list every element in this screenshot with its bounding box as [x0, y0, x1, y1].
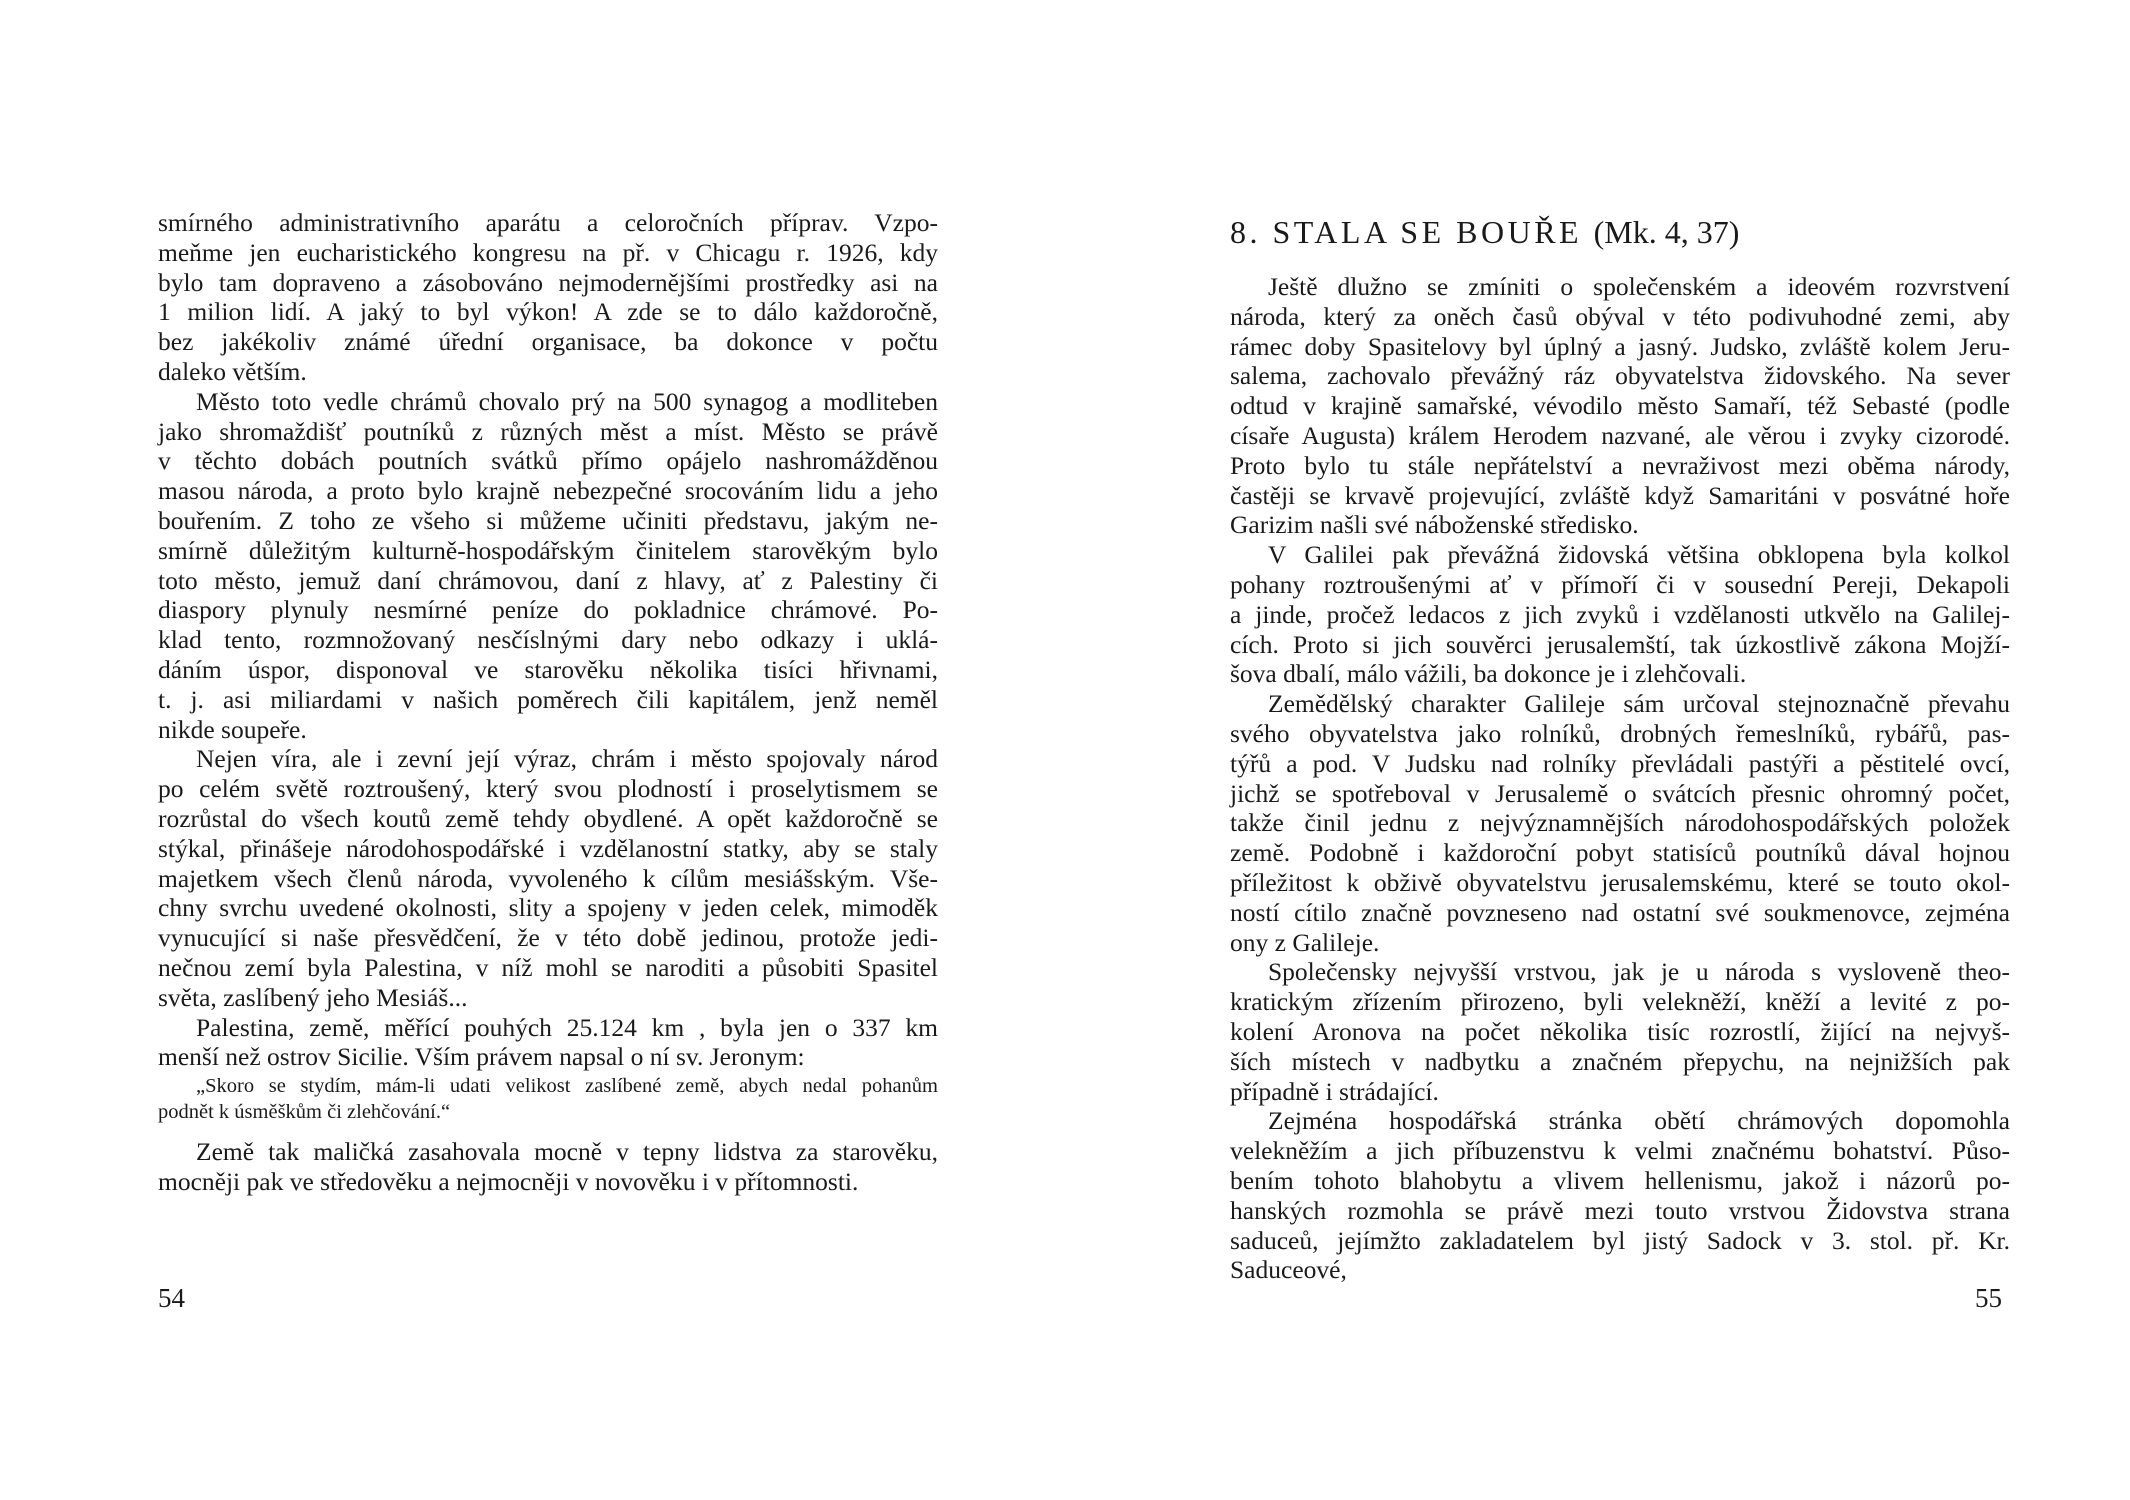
paragraph	[1230, 689, 2010, 957]
text-line: Nejen víra, ale i zevní její výraz, chrám i město spojovaly národ	[196, 744, 938, 774]
text-line: Ještě dlužno se zmíniti o společenském a ideovém rozvrstvení	[1268, 272, 2010, 301]
quote-line: podnět k úsměškům či zlehčování.“	[158, 1101, 451, 1123]
text-line: světa, zaslíbený jeho Mesiáš...	[158, 982, 468, 1012]
text-line: císaře Augusta) králem Herodem nazvané, ale věrou i zvyky cizorodé.	[1230, 420, 2010, 450]
text-line: a jinde, pročež ledacos z jich zvyků i vzdělanosti utkvělo na Galilej-	[1230, 599, 2010, 629]
paragraph	[158, 1013, 938, 1073]
text-line: bouřením. Z toho ze všeho si můžeme učiniti představu, jakým ne-	[158, 505, 938, 535]
text-line: rozrůstal do všech koutů země tehdy obydlené. A opět každoročně se	[158, 803, 938, 833]
text-line: ony z Galileje.	[1230, 927, 1380, 957]
text-line: stýkal, přinášeje národohospodářské i vzdělanostní statky, aby se staly	[158, 833, 938, 863]
text-line: rámec doby Spasitelovy byl úplný a jasný. Judsko, zvláště kolem Jeru-	[1230, 331, 2010, 361]
text-line: šova dbalí, málo vážili, ba dokonce je i zlehčovali.	[1230, 659, 1747, 689]
text-line: případně i strádající.	[1230, 1076, 1439, 1106]
text-line: menší než ostrov Sicilie. Vším právem napsal o ní sv. Jeronym:	[158, 1042, 805, 1072]
paragraph	[1230, 272, 2010, 540]
text-line: kratickým zřízením přirozeno, byli velekněží, kněží a levité z po-	[1230, 987, 2010, 1017]
text-line: masou národa, a proto bylo krajně nebezpečné srocováním lidu a jeho	[158, 476, 938, 506]
text-line: častěji se krvavě projevující, zvláště když Samaritáni v posvátné hoře	[1230, 480, 2010, 510]
text-line: svého obyvatelstva jako rolníků, drobných řemeslníků, rybářů, pas-	[1230, 718, 2010, 748]
text-line: ších místech v nadbytku a značném přepychu, na nejnižších pak	[1230, 1046, 2010, 1076]
text-line: Zejména hospodářská stránka obětí chrámových dopomohla	[1268, 1106, 2010, 1136]
text-line: nečnou zemí byla Palestina, v níž mohl se naroditi a působiti Spasitel	[158, 952, 938, 982]
text-line: pohany roztroušenými ať v přímoří či v sousední Pereji, Dekapoli	[1230, 569, 2010, 599]
text-line: velekněžím a jich příbuzenstvu k velmi značnému bohatství. Půso-	[1230, 1136, 2010, 1166]
text-line: země. Podobně i každoroční pobyt statisíců poutníků dával hojnou	[1230, 838, 2010, 868]
text-line: Palestina, země, měřící pouhých 25.124 km , byla jen o 337 km	[196, 1012, 938, 1042]
text-line: majetkem všech členů národa, vyvoleného k cílům mesiášským. Vše-	[158, 863, 938, 893]
text-line: odtud v krajině samařské, vévodilo město Samaří, též Sebasté (podle	[1230, 391, 2010, 421]
quote-line: „Skoro se stydím, mám-li udati velikost zaslíbené země, abych nedal pohanům	[196, 1075, 938, 1097]
text-line: Saduceové,	[1230, 1255, 1347, 1285]
text-line: Společensky nejvyšší vrstvou, jak je u národa s vysloveně theo-	[1268, 957, 2010, 987]
text-line: Zemědělský charakter Galileje sám určoval stejnoznačně převahu	[1268, 689, 2010, 719]
text-line: smírného administrativního aparátu a celoročních příprav. Vzpo-	[158, 208, 938, 237]
paragraph	[158, 208, 938, 387]
paragraph	[158, 387, 938, 745]
text-line: klad tento, rozmnožovaný nesčíslnými dary nebo odkazy i uklá-	[158, 625, 938, 655]
text-line: kolení Aronova na počet několika tisíc rozrostlí, žijící na nejvyš-	[1230, 1016, 2010, 1046]
text-line: příležitost k obživě obyvatelstvu jerusalemskému, které se touto okol-	[1230, 867, 2010, 897]
paragraph	[1230, 957, 2010, 1106]
text-line: cích. Proto si jich souvěrci jerusalemští, tak úzkostlivě zákona Mojží-	[1230, 629, 2010, 659]
text-line: V Galilei pak převážná židovská většina obklopena byla kolkol	[1268, 540, 2010, 570]
text-line: bením tohoto blahobytu a vlivem hellenismu, jakož i názorů po-	[1230, 1165, 2010, 1195]
text-line: nikde soupeře.	[158, 714, 307, 744]
text-line: saduceů, jejímžto zakladatelem byl jistý Sadock v 3. stol. př. Kr.	[1230, 1225, 2010, 1255]
page-number-right: 55	[1975, 1283, 2002, 1313]
text-line: národa, který za oněch časů obýval v této podivuhodné zemi, aby	[1230, 301, 2010, 331]
text-line: takže činil jednu z nejvýznamnějších národohospodářských položek	[1230, 808, 2010, 838]
text-line: jichž se spotřeboval v Jerusalemě o svátcích přesnic ohromný počet,	[1230, 778, 2010, 808]
text-line: hanských rozmohla se právě mezi touto vrstvou Židovstva strana	[1230, 1195, 2010, 1225]
chapter-heading	[1230, 214, 1739, 251]
chapter-number: 8.	[1230, 214, 1261, 250]
text-line: Město toto vedle chrámů chovalo prý na 500 synagog a modliteben	[196, 386, 938, 416]
text-line: týřů a pod. V Judsku nad rolníky převládali pastýři a pěstitelé ovcí,	[1230, 748, 2010, 778]
text-line: jako shromaždišť poutníků z různých měst a míst. Město se právě	[158, 416, 938, 446]
text-line: Země tak maličká zasahovala mocně v tepny lidstva za starověku,	[196, 1137, 938, 1166]
text-line: bylo tam dopraveno a zásobováno nejmodernějšími prostředky asi na	[158, 267, 938, 297]
text-line: dáním úspor, disponoval ve starověku několika tisíci hřivnami,	[158, 654, 938, 684]
closing-paragraph	[158, 1137, 938, 1197]
left-page-body	[158, 208, 938, 1072]
text-line: ností cítilo značně povzneseno nad ostatní své soukmenovce, zejména	[1230, 897, 2010, 927]
text-line: toto město, jemuž daní chrámovou, daní z hlavy, ať z Palestiny či	[158, 565, 938, 595]
jerome-quote	[158, 1073, 938, 1125]
page-number-left: 54	[158, 1283, 185, 1313]
text-line: smírně důležitým kulturně-hospodářským činitelem starověkým bylo	[158, 535, 938, 565]
text-line: Garizim našli své náboženské středisko.	[1230, 510, 1639, 540]
chapter-title: STALA SE BOUŘE	[1272, 214, 1583, 250]
text-line: diaspory plynuly nesmírné peníze do pokladnice chrámové. Po-	[158, 595, 938, 625]
text-line: po celém světě roztroušený, který svou plodností i proselytismem se	[158, 774, 938, 804]
chapter-reference: (Mk. 4, 37)	[1593, 214, 1740, 250]
paragraph	[1230, 540, 2010, 689]
text-line: chny svrchu uvedené okolnosti, slity a spojeny v jeden celek, mimoděk	[158, 893, 938, 923]
text-line: salema, zachovalo převážný ráz obyvatelstva židovského. Na sever	[1230, 361, 2010, 391]
text-line: Proto bylo tu stále nepřátelství a nevraživost mezi oběma národy,	[1230, 450, 2010, 480]
text-line: meňme jen eucharistického kongresu na př. v Chicagu r. 1926, kdy	[158, 237, 938, 267]
text-line: mocněji pak ve středověku a nejmocněji v novověku i v přítomnosti.	[158, 1166, 859, 1196]
right-page-body	[1230, 272, 2010, 1285]
paragraph	[1230, 1106, 2010, 1285]
text-line: vynucující si naše přesvědčení, že v této době jedinou, protože jedi-	[158, 923, 938, 953]
text-line: 1 milion lidí. A jaký to byl výkon! A zde se to dálo každoročně,	[158, 297, 938, 327]
text-line: t. j. asi miliardami v našich poměrech čili kapitálem, jenž neměl	[158, 684, 938, 714]
text-line: daleko větším.	[158, 356, 307, 386]
text-line: v těchto dobách poutních svátků přímo opájelo nashromážděnou	[158, 446, 938, 476]
paragraph	[158, 744, 938, 1012]
text-line: bez jakékoliv známé úřední organisace, ba dokonce v počtu	[158, 327, 938, 357]
